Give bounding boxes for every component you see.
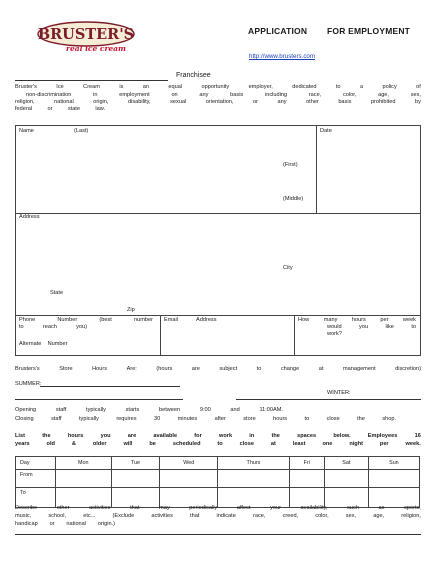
policy-word: disability, [128,99,151,105]
policy-word: sex, [410,92,421,98]
policy-word: an [142,84,150,90]
from-sun-cell[interactable] [368,470,419,488]
closing-word: Closing [15,416,34,422]
opening-word: and [230,407,240,413]
policy-word: federal [15,106,33,112]
first-name-label: (First) [283,162,298,168]
closing-word: minutes [177,416,198,422]
store-hours-word: Brusters's [15,366,40,372]
policy-word: of [416,84,421,90]
opening-word: 9:00 [199,407,211,413]
activities-word: periodically [189,505,218,511]
phone-word: you) [76,324,87,330]
from-sat-cell[interactable] [324,470,368,488]
from-tue-cell[interactable] [111,470,160,488]
activities-word: age, [373,513,385,519]
store-hours-word: Store [59,366,73,372]
activities-word: handicap [15,521,38,527]
activities-word: activities [89,505,111,511]
policy-word: sexual [170,99,187,105]
hours-word: you [359,324,369,330]
policy-word: basis [338,99,352,105]
policy-word: is [119,84,124,90]
policy-word: state [67,106,80,112]
header-tue: Tue [111,457,160,470]
name-address-divider [15,213,421,214]
title-application: APPLICATION [248,26,308,36]
policy-word: any [199,92,209,98]
policy-word: by [414,99,421,105]
availability-word: to [217,441,223,447]
header-fri: Fri [289,457,324,470]
store-hours-word: subject [219,366,238,372]
policy-word: dedicated [292,84,317,90]
from-thurs-cell[interactable] [218,470,289,488]
policy-word: employer, [248,84,273,90]
activities-word: availability, [300,505,328,511]
phone-word: (best [99,317,112,323]
policy-word: including [264,92,288,98]
closing-word: to [304,416,310,422]
closing-word: hours [273,416,288,422]
policy-word: non-discrimination [26,92,72,98]
phone-label [19,317,153,323]
store-hours-word: at [318,366,324,372]
address-label: Address [19,214,40,220]
phone-word: Phone [19,317,36,323]
policy-word: Cream [83,84,100,90]
winter-label: WINTER: [327,390,351,396]
availability-word: Employees [367,433,398,439]
phone-label-2 [19,324,87,330]
availability-word: be [149,441,156,447]
from-mon-cell[interactable] [56,470,112,488]
activities-word: race, [252,513,266,519]
closing-word: typically [78,416,99,422]
availability-intro-1 [15,433,421,439]
activities-word: (Exclude [112,513,135,519]
policy-word: a [359,84,364,90]
state-label: State [50,290,64,296]
middle-name-label: (Middle) [283,196,304,202]
opening-staff-line [15,407,283,415]
table-header-row [16,457,420,470]
phone-word: number [134,317,153,323]
policy-line [15,106,105,112]
policy-line [15,84,421,90]
store-hours-word: (hours [156,366,173,372]
activities-word: as [378,505,385,511]
hours-per-week-label [298,317,416,323]
closing-word: 30 [153,416,161,422]
policy-word: orientation, [205,99,234,105]
activities-word: school, [48,513,67,519]
store-hours-word: change [280,366,300,372]
franchisee-label: Franchisee [176,72,211,79]
policy-word: any [277,99,287,105]
summer-label: SUMMER: [15,381,42,387]
phone-word: reach [42,324,57,330]
opening-word: staff [55,407,67,413]
availability-intro-2 [15,441,421,447]
policy-line [15,99,421,105]
availability-word: night [349,441,363,447]
activities-line-1 [15,505,421,511]
from-fri-cell[interactable] [289,470,324,488]
logo-wordmark: BRUSTER'S [37,26,135,43]
store-hours-word: to [256,366,262,372]
opening-word: typically [86,407,106,413]
summer-hours-field[interactable] [40,386,180,387]
activities-word: origin.) [97,521,115,527]
closing-word: requires [116,416,137,422]
hours-word: week [402,317,416,323]
alternate-number-label [19,341,68,347]
phone-word: to [19,324,24,330]
policy-word: on [171,92,178,98]
address-phone-divider [15,315,421,316]
logo-graphic [36,20,136,54]
policy-word: opportunity [201,84,230,90]
policy-word: age, [378,92,389,98]
policy-word: policy [382,84,397,90]
activities-word: Describe [15,505,38,511]
store-hours-word: are [191,366,200,372]
header-thurs: Thurs [218,457,289,470]
availability-word: for [194,433,202,439]
brusters-logo [36,20,136,54]
email-address-label: Address [196,317,217,323]
closing-word: after [214,416,226,422]
policy-word: basis [230,92,244,98]
activities-word: may [159,505,170,511]
hours-word: to [411,324,416,330]
header-day: Day [16,457,56,470]
opening-word: starts [125,407,140,413]
closing-word: staff [51,416,62,422]
availability-word: are [127,433,137,439]
activities-word: creed, [282,513,299,519]
city-label: City [283,265,293,271]
availability-word: least [292,441,306,447]
activities-word: religion, [401,513,421,519]
policy-word: in [93,92,98,98]
activities-word: sex, [345,513,357,519]
winter-hours-field[interactable] [236,399,421,400]
store-hours-line [15,366,421,372]
policy-word: color, [342,92,357,98]
availability-word: List [15,433,25,439]
availability-word: at [270,441,276,447]
closing-word: close [326,416,340,422]
availability-table [15,456,420,508]
hours-word: many [323,317,338,323]
activities-line-3 [15,521,115,527]
activities-line-2 [15,513,421,519]
closing-word: the [357,416,365,422]
activities-word: music, [15,513,32,519]
table-row-from [16,470,420,488]
availability-word: the [42,433,51,439]
activities-word: sports, [404,505,421,511]
header-sat: Sat [324,457,368,470]
name-label: Name [19,128,34,134]
summer-hours-field-2[interactable] [15,399,183,400]
availability-word: per [379,441,389,447]
logo-tagline: real ice cream [66,44,126,53]
phone-word: Number [57,317,78,323]
policy-word: law. [95,106,105,112]
header-sun: Sun [368,457,419,470]
policy-word: other [306,99,319,105]
last-name-label: (Last) [74,128,89,134]
activities-word: affect [236,505,251,511]
policy-word: Ice [56,84,64,90]
hours-word: would [327,324,342,330]
hours-per-week-label-2 [327,324,416,330]
row-label-to: To [16,488,56,508]
availability-word: older [92,441,107,447]
phone-email-divider [160,315,161,356]
date-label: Date [320,128,332,134]
availability-word: hours [67,433,84,439]
activities-word: color, [315,513,329,519]
activities-word: indicate [216,513,236,519]
availability-word: in [249,433,255,439]
alt-word: Number [47,341,68,347]
policy-line [26,92,421,98]
activities-word: etc... [83,513,96,519]
franchisee-line[interactable] [15,80,168,81]
website-link[interactable]: http://www.brusters.com [249,53,316,60]
availability-word: week. [405,441,421,447]
activities-word: national [66,521,87,527]
zip-label: Zip [127,307,135,313]
activities-word: your [270,505,281,511]
activities-word: activities [151,513,173,519]
policy-word: Bruster's [15,84,37,90]
hours-word: How [298,317,310,323]
availability-word: the [271,433,280,439]
date-divider [316,125,317,213]
availability-word: will [123,441,133,447]
activities-word: or [49,521,55,527]
opening-word: 11:00AM. [259,407,283,413]
opening-word: between [158,407,181,413]
hours-word: per [380,317,389,323]
activities-word: such [347,505,359,511]
header-mon: Mon [56,457,112,470]
activities-answer-line[interactable] [15,534,421,535]
email-hours-divider [294,315,295,356]
policy-word: or [47,106,53,112]
row-label-from: From [16,470,56,488]
availability-word: years [15,441,30,447]
closing-staff-line [15,416,396,424]
policy-word: employment [119,92,150,98]
policy-word: national [54,99,74,105]
store-hours-word: Hours [92,366,108,372]
hours-per-week-label-3: work? [327,331,342,337]
availability-word: 16 [414,433,421,439]
availability-word: old [46,441,55,447]
closing-word: shop. [382,416,396,422]
closing-word: store [243,416,256,422]
store-hours-word: Are: [126,366,137,372]
availability-word: scheduled [172,441,201,447]
email-label: Email [164,317,178,323]
title-for-employment: FOR EMPLOYMENT [327,26,411,36]
policy-word: race, [308,92,322,98]
availability-word: spaces [297,433,317,439]
store-hours-word: discretion) [395,366,421,372]
opening-word: Opening [15,407,37,413]
availability-word: you [100,433,111,439]
activities-word: that [130,505,140,511]
policy-word: origin, [93,99,109,105]
alt-word: Alternate [19,341,42,347]
header-wed: Wed [160,457,218,470]
policy-word: religion, [15,99,35,105]
activities-word: other [56,505,70,511]
availability-word: & [71,441,76,447]
availability-word: below. [333,433,351,439]
availability-word: available [153,433,178,439]
from-wed-cell[interactable] [160,470,218,488]
policy-word: prohibited [370,99,396,105]
policy-word: or [253,99,258,105]
hours-word: hours [351,317,366,323]
availability-word: one [322,441,333,447]
availability-word: close [239,441,254,447]
activities-word: that [190,513,200,519]
store-hours-word: management [342,366,376,372]
hours-word: like [385,324,394,330]
policy-word: to [335,84,341,90]
availability-word: work [219,433,233,439]
policy-word: equal [168,84,183,90]
